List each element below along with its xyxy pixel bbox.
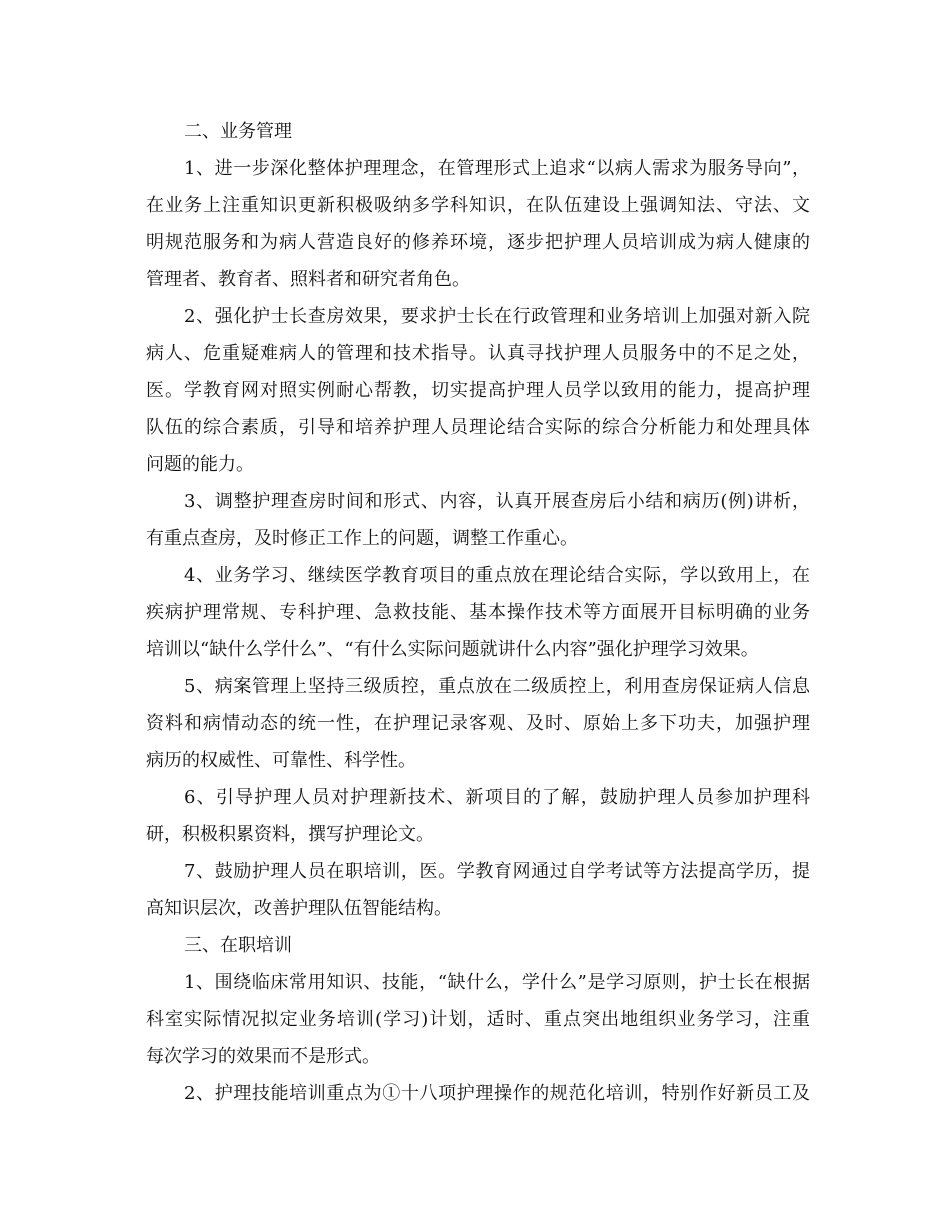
- text-line: 明规范服务和为病人营造良好的修养环境，逐步把护理人员培训成为病人健康的: [146, 232, 810, 253]
- text-line: 问题的能力。: [146, 454, 254, 475]
- text-line: 疾病护理常规、专科护理、急救技能、基本操作技术等方面展开目标明确的业务: [146, 602, 810, 623]
- text-line: 4、业务学习、继续医学教育项目的重点放在理论结合实际，学以致用上，在: [184, 565, 810, 586]
- text-line: 每次学习的效果而不是形式。: [146, 1046, 380, 1067]
- text-line: 科室实际情况拟定业务培训(学习)计划，适时、重点突出地组织业务学习，注重: [146, 1009, 810, 1030]
- text-line: 资料和病情动态的统一性，在护理记录客观、及时、原始上多下功夫，加强护理: [146, 713, 810, 734]
- text-line: 高知识层次，改善护理队伍智能结构。: [146, 898, 452, 919]
- text-line: 管理者、教育者、照料者和研究者角色。: [146, 269, 470, 290]
- section-heading: 三、在职培训: [184, 935, 292, 956]
- text-line: 5、病案管理上坚持三级质控，重点放在二级质控上，利用查房保证病人信息: [184, 676, 810, 697]
- text-line: 在业务上注重知识更新积极吸纳多学科知识，在队伍建设上强调知法、守法、文: [146, 195, 810, 216]
- section-heading: 二、业务管理: [184, 121, 292, 142]
- text-line: 2、强化护士长查房效果，要求护士长在行政管理和业务培训上加强对新入院: [184, 306, 810, 327]
- text-line: 研，积极积累资料，撰写护理论文。: [146, 824, 434, 845]
- text-line: 3、调整护理查房时间和形式、内容，认真开展查房后小结和病历(例)讲析，: [184, 491, 810, 512]
- text-line: 病历的权威性、可靠性、科学性。: [146, 750, 416, 771]
- text-line: 医。学教育网对照实例耐心帮教，切实提高护理人员学以致用的能力，提高护理: [146, 380, 810, 401]
- text-line: 培训以“缺什么学什么”、“有什么实际问题就讲什么内容”强化护理学习效果。: [146, 639, 759, 660]
- text-line: 6、引导护理人员对护理新技术、新项目的了解，鼓励护理人员参加护理科: [184, 787, 810, 808]
- text-line: 7、鼓励护理人员在职培训，医。学教育网通过自学考试等方法提高学历，提: [184, 861, 810, 882]
- document-body: [146, 113, 810, 1112]
- text-line: 有重点查房，及时修正工作上的问题，调整工作重心。: [146, 528, 578, 549]
- text-line: 2、护理技能培训重点为①十八项护理操作的规范化培训，特别作好新员工及: [184, 1083, 810, 1104]
- text-line: 1、进一步深化整体护理理念，在管理形式上追求“以病人需求为服务导向”，: [184, 158, 810, 179]
- text-line: 队伍的综合素质，引导和培养护理人员理论结合实际的综合分析能力和处理具体: [146, 417, 810, 438]
- text-line: 1、围绕临床常用知识、技能，“缺什么，学什么”是学习原则，护士长在根据: [184, 972, 810, 993]
- text-line: 病人、危重疑难病人的管理和技术指导。认真寻找护理人员服务中的不足之处，: [146, 343, 810, 364]
